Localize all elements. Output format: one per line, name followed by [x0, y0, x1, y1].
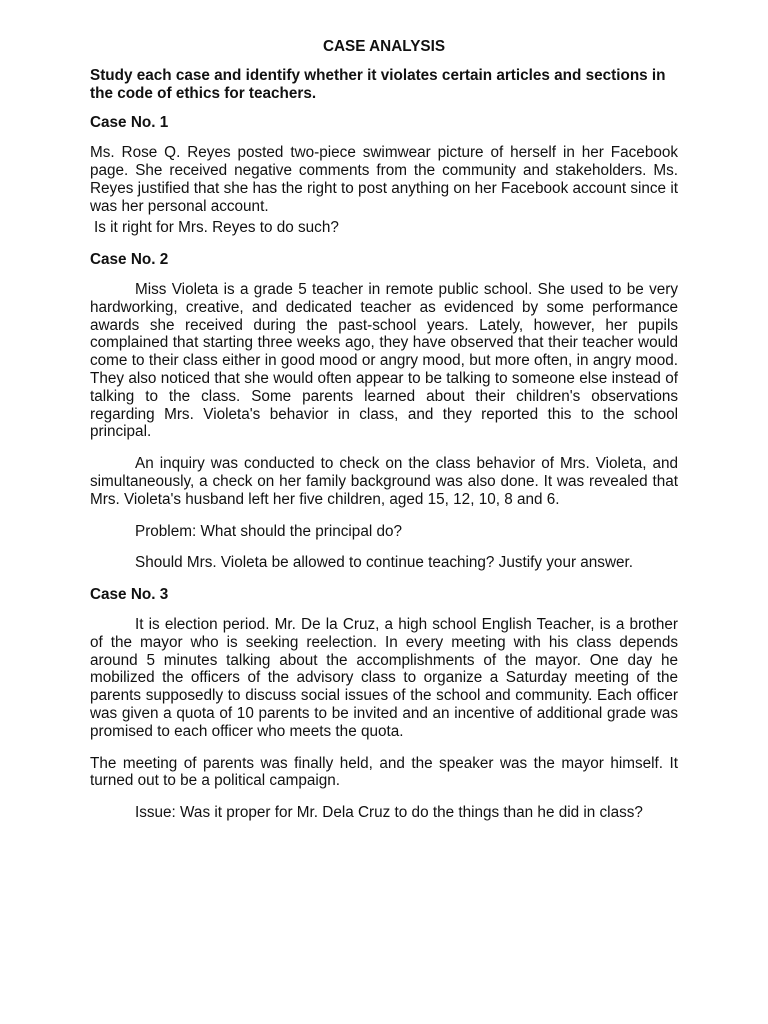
case-question: Should Mrs. Violeta be allowed to continue teaching? Justify your answer.	[135, 554, 634, 572]
instructions-text: Study each case and identify whether it violates certain articles and sections in the code of ethics for teachers.	[90, 66, 666, 102]
case-1	[90, 114, 678, 237]
document-title: CASE ANALYSIS	[322, 38, 446, 55]
case-3	[90, 586, 678, 822]
case-heading: Case No. 1	[90, 114, 169, 132]
case-question: Is it right for Mrs. Reyes to do such?	[94, 219, 339, 237]
case-paragraph: Ms. Rose Q. Reyes posted two-piece swimwear picture of herself in her Facebook page. She received negative comments from the community and stakeholders. Ms. Reyes justified that she has the right to post anything on her Facebook account since it was her personal account.	[90, 144, 678, 215]
case-paragraph: It is election period. Mr. De la Cruz, a high school English Teacher, is a brother of the mayor who is seeking reelection. In every meeting with his class depends around 5 minutes talking about the accomplishments of the mayor. One day he mobilized the officers of the advisory class to organize a Saturday meeting of the parents supposedly to discuss social issues of the school and community. Each officer was given a quota of 10 parents to be invited and an incentive of additional grade was promised to each officer who meets the quota.	[90, 615, 678, 740]
case-problem: Problem: What should the principal do?	[135, 522, 402, 540]
document-page	[90, 38, 678, 836]
case-2	[90, 251, 678, 572]
case-paragraph: Miss Violeta is a grade 5 teacher in remote public school. She used to be very hardworking, creative, and dedicated teacher as evidenced by some performance awards she received during the past-school years. Lately, however, her pupils complained that starting three weeks ago, they have observed that their teacher would come to their class either in good mood or angry mood, but more often, in angry mood. They also noticed that she would often appear to be talking to someone else instead of talking to the class. Some parents learned about their children's observations regarding Mrs. Violeta's behavior in class, and they reported this to the school principal.	[90, 280, 678, 441]
case-paragraph: The meeting of parents was finally held, and the speaker was the mayor himself. It turned out to be a political campaign.	[90, 754, 678, 790]
case-heading: Case No. 3	[90, 586, 169, 604]
case-paragraph: An inquiry was conducted to check on the class behavior of Mrs. Violeta, and simultaneously, a check on her family background was also done. It was revealed that Mrs. Violeta's husband left her five children, aged 15, 12, 10, 8 and 6.	[90, 455, 678, 508]
case-heading: Case No. 2	[90, 251, 169, 269]
case-issue: Issue: Was it proper for Mr. Dela Cruz to do the things than he did in class?	[135, 804, 643, 822]
